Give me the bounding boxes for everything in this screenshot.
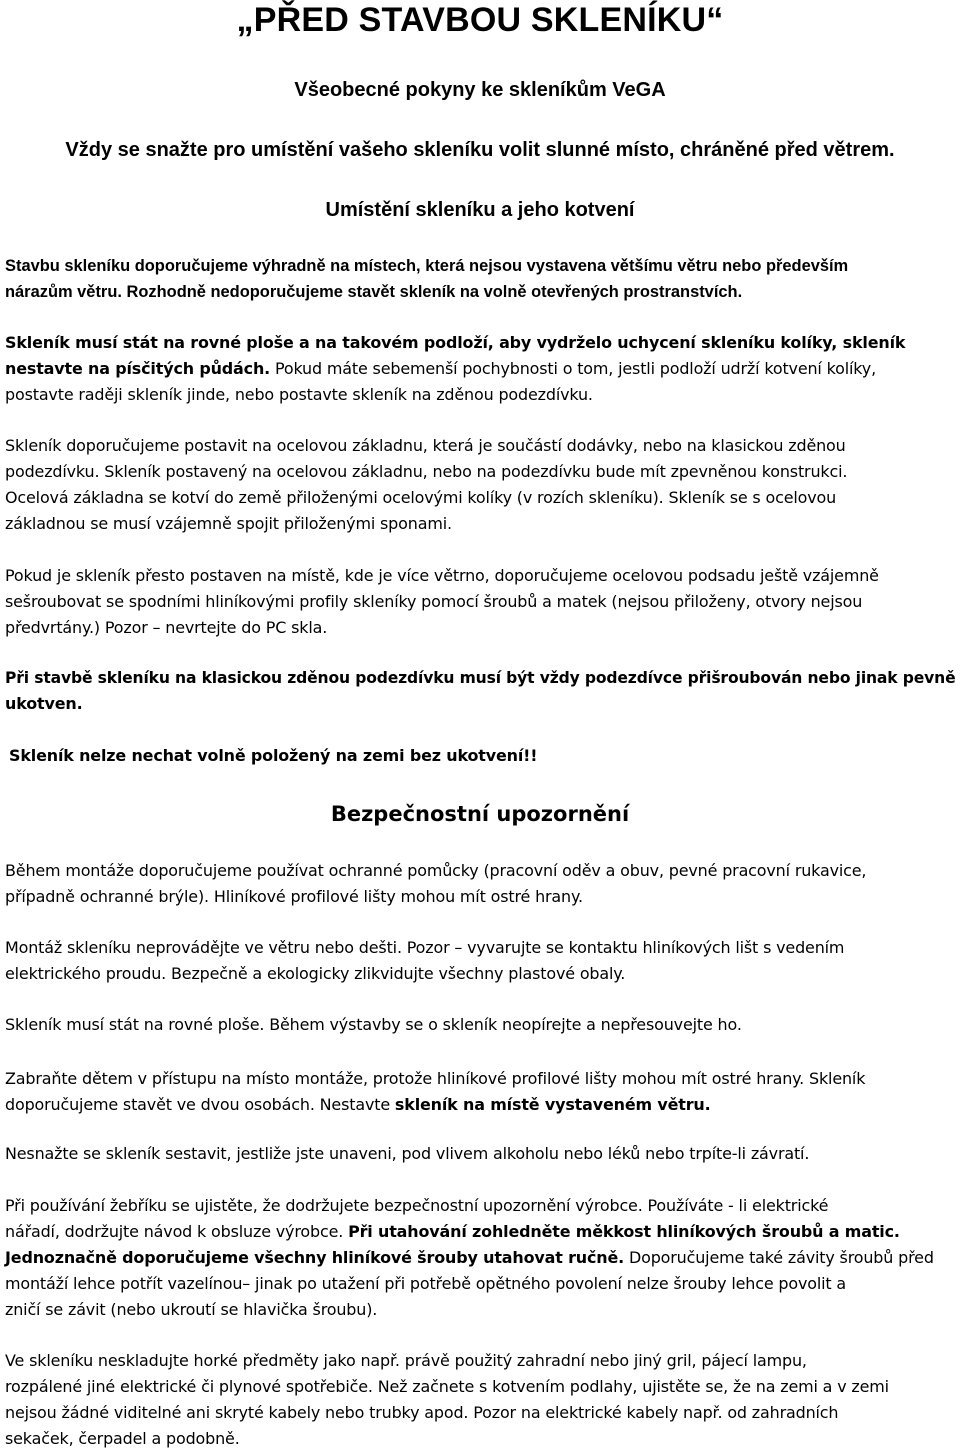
text-line: nárazům větru. Rozhodně nedoporučujeme stavět skleník na volně otevřených prostranstvích. <box>5 283 743 301</box>
bold-text: skleník na místě vystaveném větru. <box>394 1095 711 1114</box>
text-span: nářadí, dodržujte návod k obsluze výrobce. <box>5 1222 349 1241</box>
text-line: Stavbu skleníku doporučujeme výhradně na místech, která nejsou vystavena většímu větru nebo především <box>5 257 849 275</box>
bold-text: nestavte na písčitých půdách. <box>5 359 271 378</box>
text-line: předvrtány.) Pozor – nevrtejte do PC skla. <box>5 618 328 637</box>
text-line: sekaček, čerpadel a podobně. <box>5 1429 240 1448</box>
paragraph-placement-wind <box>5 253 960 305</box>
text-line: Při stavbě skleníku na klasickou zděnou podezdívku musí být vždy podezdívce přišroubován nebo jinak pevně <box>5 669 956 687</box>
text-line: základnou se musí vzájemně spojit přiloženými sponami. <box>5 514 452 533</box>
text-line <box>5 1092 960 1118</box>
anchoring-warning <box>9 743 960 769</box>
paragraph-children <box>5 1066 960 1118</box>
text-line: Zabraňte dětem v přístupu na místo montáže, protože hliníkové profilové lišty mohou mít ostré hrany. Skleník <box>5 1069 866 1088</box>
subtitle: Všeobecné pokyny ke skleníkům VeGA <box>294 79 666 101</box>
paragraph-flat-surface <box>5 1012 960 1038</box>
text-line: Ocelová základna se kotví do země přiloženými ocelovými kolíky (v rozích skleníku). Skleník se s ocelovou <box>5 488 837 507</box>
section-heading-safety: Bezpečnostní upozornění <box>330 802 630 826</box>
text-line: postavte raději skleník jinde, nebo postavte skleník na zděnou podezdívku. <box>5 385 593 404</box>
text-line: Při používání žebříku se ujistěte, že dodržujete bezpečnostní upozornění výrobce. Používáte - li elektrické <box>5 1196 829 1215</box>
section-heading-placement: Umístění skleníku a jeho kotvení <box>325 199 635 221</box>
text-line: Nesnažte se skleník sestavit, jestliže jste unaveni, pod vlivem alkoholu nebo léků nebo trpíte-li závratí. <box>5 1144 810 1163</box>
text-line: nejsou žádné viditelné ani skryté kabely nebo trubky apod. Pozor na elektrické kabely např. od zahradních <box>5 1403 839 1422</box>
text-line: zničí se závit (nebo ukroutí se hlavička šroubu). <box>5 1300 378 1319</box>
text-line: případně ochranné brýle). Hliníkové profilové lišty mohou mít ostré hrany. <box>5 887 583 906</box>
text-line: Skleník nelze nechat volně položený na zemi bez ukotvení!! <box>9 746 538 765</box>
bold-text: Při utahování zohledněte měkkost hliníkových šroubů a matic. <box>348 1222 900 1241</box>
paragraph-windy-place <box>5 563 960 641</box>
text-span: Doporučujeme také závity šroubů před <box>624 1248 934 1267</box>
text-line: Pokud je skleník přesto postaven na místě, kde je více větrno, doporučujeme ocelovou podsadu ještě vzájemně <box>5 566 879 585</box>
paragraph-weather <box>5 935 960 987</box>
text-span: Pokud máte sebemenší pochybnosti o tom, jestli podloží udrží kotvení kolíky, <box>270 359 876 378</box>
paragraph-steel-base <box>5 433 960 537</box>
paragraph-tools <box>5 1193 960 1323</box>
intro-heading: Vždy se snažte pro umístění vašeho skleníku volit slunné místo, chráněné před větrem. <box>65 139 895 161</box>
text-line: podezdívku. Skleník postavený na ocelovou základnu, nebo na podezdívku bude mít zpevněnou konstrukci. <box>5 462 848 481</box>
paragraph-hot-objects <box>5 1348 960 1452</box>
text-line <box>5 356 960 382</box>
text-line: Skleník musí stát na rovné ploše. Během výstavby se o skleník neopírejte a nepřesouvejte ho. <box>5 1015 742 1034</box>
text-line: Během montáže doporučujeme používat ochranné pomůcky (pracovní oděv a obuv, pevné pracovní rukavice, <box>5 861 867 880</box>
text-line <box>5 1219 960 1245</box>
text-line: Skleník musí stát na rovné ploše a na takovém podloží, aby vydrželo uchycení skleníku kolíky, skleník <box>5 333 906 352</box>
text-line: Montáž skleníku neprovádějte ve větru nebo dešti. Pozor – vyvarujte se kontaktu hliníkových lišt s vedením <box>5 938 845 957</box>
text-line: montáží lehce potřít vazelínou– jinak po utažení při potřebě opětného povolení nelze šrouby lehce povolit a <box>5 1274 847 1293</box>
paragraph-fatigue <box>5 1141 960 1167</box>
text-line: rozpálené jiné elektrické či plynové spotřebiče. Než začnete s kotvením podlahy, ujistěte se, že na zemi a v zemi <box>5 1377 889 1396</box>
text-line <box>5 1245 960 1271</box>
bold-text: Jednoznačně doporučujeme všechny hliníkové šrouby utahovat ručně. <box>5 1248 625 1267</box>
paragraph-protective-gear <box>5 858 960 910</box>
text-line: Skleník doporučujeme postavit na ocelovou základnu, která je součástí dodávky, nebo na klasickou zděnou <box>5 436 846 455</box>
paragraph-brick-base <box>5 665 960 717</box>
text-line: sešroubovat se spodními hliníkovými profily skleníky pomocí šroubů a matek (nejsou přiloženy, otvory nejsou <box>5 592 863 611</box>
paragraph-ground <box>5 330 960 408</box>
text-line: ukotven. <box>5 694 83 713</box>
text-line: Ve skleníku neskladujte horké předměty jako např. právě použitý zahradní nebo jiný gril, pájecí lampu, <box>5 1351 807 1370</box>
text-line: elektrického proudu. Bezpečně a ekologicky zlikvidujte všechny plastové obaly. <box>5 964 626 983</box>
text-span: doporučujeme stavět ve dvou osobách. Nestavte <box>5 1095 395 1114</box>
page-title: „PŘED STAVBOU SKLENÍKU“ <box>236 1 724 39</box>
